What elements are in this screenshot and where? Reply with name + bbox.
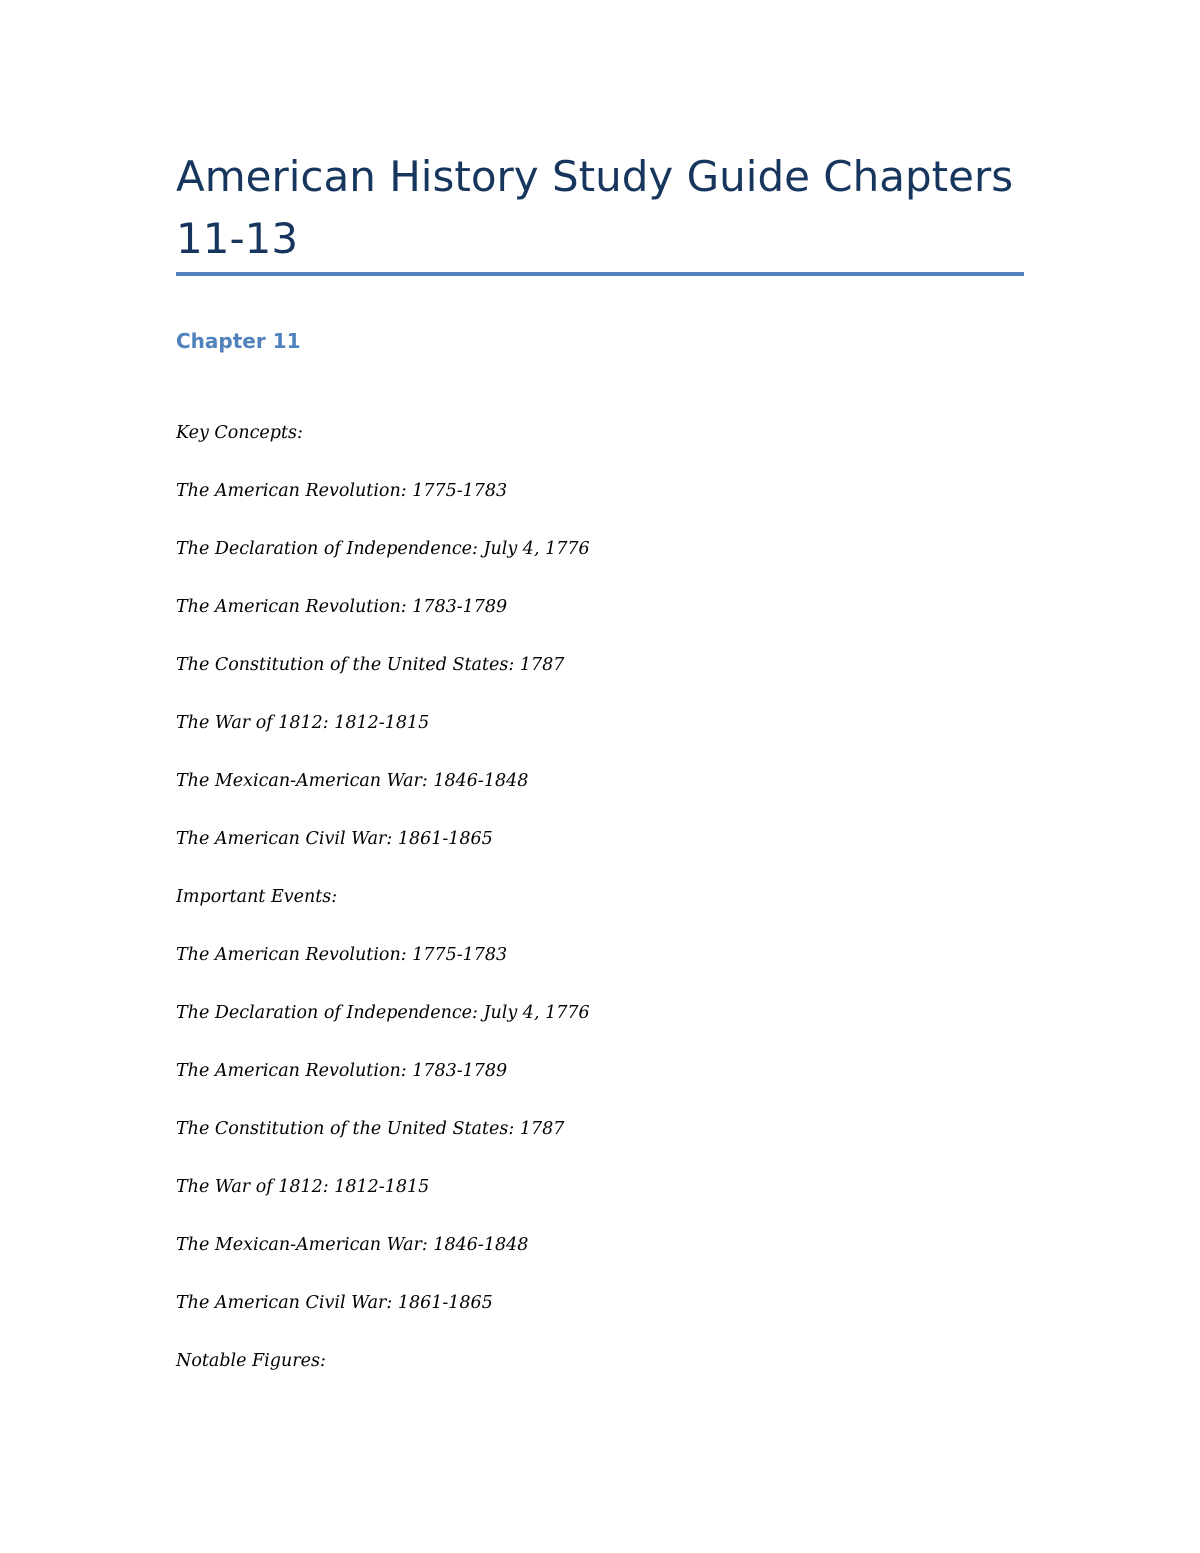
title-underline <box>176 272 1024 276</box>
list-item: The War of 1812: 1812-1815 <box>176 713 430 733</box>
list-item: The American Revolution: 1783-1789 <box>176 1061 508 1081</box>
list-item: The Mexican-American War: 1846-1848 <box>176 1235 529 1255</box>
list-item: The Mexican-American War: 1846-1848 <box>176 771 529 791</box>
list-item: The American Revolution: 1775-1783 <box>176 945 508 965</box>
list-item: The American Revolution: 1783-1789 <box>176 597 508 617</box>
document-title: American History Study Guide Chapters 11-13 <box>176 152 1014 263</box>
list-item: The Constitution of the United States: 1787 <box>176 655 565 675</box>
section-label-notable-figures: Notable Figures: <box>176 1351 326 1371</box>
chapter-heading: Chapter 11 <box>176 329 301 353</box>
list-item: The Declaration of Independence: July 4, 1776 <box>176 539 590 559</box>
entry-list <box>176 419 590 1405</box>
list-item: The American Civil War: 1861-1865 <box>176 1293 493 1313</box>
list-item: The American Civil War: 1861-1865 <box>176 829 493 849</box>
section-label-key-concepts: Key Concepts: <box>176 423 303 443</box>
section-label-important-events: Important Events: <box>176 887 338 907</box>
list-item: The American Revolution: 1775-1783 <box>176 481 508 501</box>
list-item: The Constitution of the United States: 1787 <box>176 1119 565 1139</box>
list-item: The War of 1812: 1812-1815 <box>176 1177 430 1197</box>
list-item: The Declaration of Independence: July 4, 1776 <box>176 1003 590 1023</box>
